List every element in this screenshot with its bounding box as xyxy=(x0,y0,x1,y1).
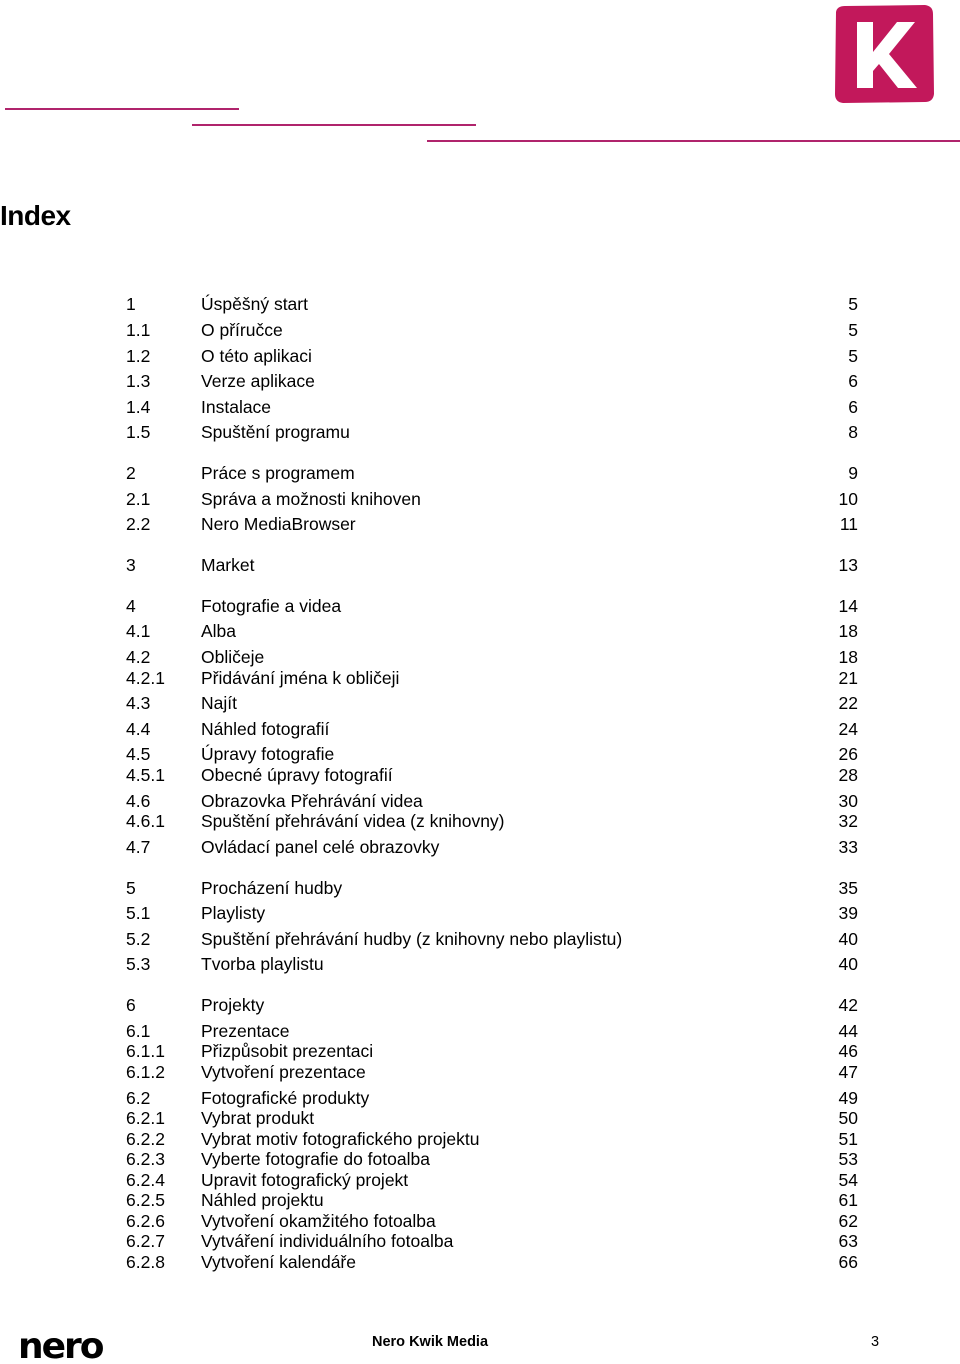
toc-entry[interactable] xyxy=(126,1061,858,1083)
toc-entry[interactable] xyxy=(126,396,858,418)
toc-page: 24 xyxy=(838,719,858,739)
toc-page: 49 xyxy=(838,1088,858,1108)
toc-label: Upravit fotografický projekt xyxy=(201,1170,409,1190)
toc-number: 5.3 xyxy=(126,954,151,974)
toc-entry[interactable] xyxy=(126,462,858,484)
toc-page: 6 xyxy=(848,371,858,391)
toc-page: 42 xyxy=(838,995,858,1015)
toc-page: 6 xyxy=(848,397,858,417)
toc-page: 22 xyxy=(838,693,858,713)
toc-entry[interactable] xyxy=(126,1020,858,1042)
toc-page: 18 xyxy=(838,647,858,667)
toc-label: Vytváření individuálního fotoalba xyxy=(201,1231,454,1251)
toc-number: 4.1 xyxy=(126,621,151,641)
toc-label: Prezentace xyxy=(201,1021,290,1041)
toc-page: 47 xyxy=(838,1062,858,1082)
toc-page: 5 xyxy=(848,346,858,366)
header-rule-3 xyxy=(427,140,960,142)
toc-label: Instalace xyxy=(201,397,272,417)
toc-entry[interactable] xyxy=(126,877,858,899)
toc-number: 5.1 xyxy=(126,903,151,923)
toc-label: Spuštění přehrávání videa (z knihovny) xyxy=(201,811,505,831)
toc-number: 4.5 xyxy=(126,744,151,764)
toc-number: 1 xyxy=(126,294,136,314)
toc-page: 40 xyxy=(838,954,858,974)
toc-entry[interactable] xyxy=(126,1251,858,1273)
toc-number: 4.2 xyxy=(126,647,151,667)
toc-entry[interactable] xyxy=(126,994,858,1016)
toc-page: 21 xyxy=(838,668,858,688)
toc-entry[interactable] xyxy=(126,1169,858,1191)
toc-entry[interactable] xyxy=(126,1210,858,1232)
toc-page: 33 xyxy=(838,837,858,857)
toc-label: Úspěšný start xyxy=(201,294,308,314)
toc-number: 2.1 xyxy=(126,489,151,509)
toc-entry[interactable] xyxy=(126,1148,858,1170)
toc-number: 1.4 xyxy=(126,397,151,417)
toc-entry[interactable] xyxy=(126,620,858,642)
toc-label: Obrazovka Přehrávání videa xyxy=(201,791,423,811)
toc-page: 13 xyxy=(838,555,858,575)
toc-label: Tvorba playlistu xyxy=(201,954,324,974)
toc-entry[interactable] xyxy=(126,953,858,975)
toc-number: 6.2.1 xyxy=(126,1108,165,1128)
toc-entry[interactable] xyxy=(126,1128,858,1150)
toc-entry[interactable] xyxy=(126,743,858,765)
toc-page: 62 xyxy=(838,1211,858,1231)
toc-label: Vytvoření okamžitého fotoalba xyxy=(201,1211,436,1231)
toc-number: 6.2 xyxy=(126,1088,151,1108)
toc-number: 6.2.8 xyxy=(126,1252,165,1272)
toc-page: 40 xyxy=(838,929,858,949)
nero-logo-text: nero xyxy=(18,1329,103,1363)
toc-entry[interactable] xyxy=(126,293,858,315)
toc-label: Alba xyxy=(201,621,237,641)
toc-label: Přizpůsobit prezentaci xyxy=(201,1041,374,1061)
toc-entry[interactable] xyxy=(126,836,858,858)
toc-entry[interactable] xyxy=(126,902,858,924)
toc-number: 6.1.2 xyxy=(126,1062,165,1082)
footer-page-number: 3 xyxy=(871,1334,880,1350)
toc-number: 1.5 xyxy=(126,422,151,442)
toc-entry[interactable] xyxy=(126,692,858,714)
toc-number: 6.2.4 xyxy=(126,1170,165,1190)
toc-page: 35 xyxy=(838,878,858,898)
toc-entry[interactable] xyxy=(126,595,858,617)
toc-label: Vytvoření kalendáře xyxy=(201,1252,356,1272)
toc-label: Spuštění programu xyxy=(201,422,350,442)
toc-number: 2 xyxy=(126,463,136,483)
toc-label: Fotografické produkty xyxy=(201,1088,370,1108)
toc-entry[interactable] xyxy=(126,421,858,443)
toc-label: Vybrat motiv fotografického projektu xyxy=(201,1129,480,1149)
toc-number: 2.2 xyxy=(126,514,151,534)
toc-label: Spuštění přehrávání hudby (z knihovny nebo playlistu) xyxy=(201,929,623,949)
toc-entry[interactable] xyxy=(126,718,858,740)
toc-entry[interactable] xyxy=(126,1107,858,1129)
toc-entry[interactable] xyxy=(126,1230,858,1252)
toc-number: 6.1.1 xyxy=(126,1041,165,1061)
toc-label: Najít xyxy=(201,693,237,713)
toc-label: Fotografie a videa xyxy=(201,596,342,616)
toc-label: Ovládací panel celé obrazovky xyxy=(201,837,440,857)
toc-number: 1.2 xyxy=(126,346,151,366)
nero-logo xyxy=(18,1329,132,1363)
toc-entry[interactable] xyxy=(126,928,858,950)
toc-entry[interactable] xyxy=(126,790,858,812)
header-rule-2 xyxy=(192,124,476,126)
toc-page: 8 xyxy=(848,422,858,442)
toc-label: Úpravy fotografie xyxy=(201,744,335,764)
toc-page: 66 xyxy=(838,1252,858,1272)
toc-number: 6.2.2 xyxy=(126,1129,165,1149)
toc-label: Obličeje xyxy=(201,647,265,667)
toc-page: 14 xyxy=(838,596,858,616)
toc-number: 1.1 xyxy=(126,320,151,340)
toc-number: 6.2.5 xyxy=(126,1190,165,1210)
toc-page: 5 xyxy=(848,320,858,340)
toc-page: 9 xyxy=(848,463,858,483)
toc-entry[interactable] xyxy=(126,1087,858,1109)
toc-label: Verze aplikace xyxy=(201,371,315,391)
toc-page: 18 xyxy=(838,621,858,641)
toc-page: 54 xyxy=(838,1170,858,1190)
page-title: Index xyxy=(0,200,71,231)
toc-page: 63 xyxy=(838,1231,858,1251)
toc-entry[interactable] xyxy=(126,554,858,576)
toc-page: 11 xyxy=(839,514,858,534)
toc-page: 51 xyxy=(838,1129,858,1149)
toc-number: 4.5.1 xyxy=(126,765,165,785)
toc-page: 5 xyxy=(848,294,858,314)
toc-label: Projekty xyxy=(201,995,265,1015)
toc-entry[interactable] xyxy=(126,319,858,341)
toc-number: 6 xyxy=(126,995,136,1015)
toc-number: 6.1 xyxy=(126,1021,151,1041)
toc-entry[interactable] xyxy=(126,764,858,786)
toc-label: Vytvoření prezentace xyxy=(201,1062,366,1082)
toc-page: 50 xyxy=(838,1108,858,1128)
toc-number: 4.4 xyxy=(126,719,151,739)
toc-entry[interactable] xyxy=(126,488,858,510)
toc-entry[interactable] xyxy=(126,345,858,367)
toc-label: Playlisty xyxy=(201,903,266,923)
toc-label: O této aplikaci xyxy=(201,346,312,366)
toc-label: Vybrat produkt xyxy=(201,1108,315,1128)
toc-entry[interactable] xyxy=(126,1189,858,1211)
toc-number: 4.6 xyxy=(126,791,151,811)
header-rule-1 xyxy=(5,108,239,110)
toc-label: Market xyxy=(201,555,255,575)
toc-page: 44 xyxy=(838,1021,858,1041)
toc-page: 61 xyxy=(838,1190,858,1210)
toc-entry[interactable] xyxy=(126,646,858,668)
footer-product-name: Nero Kwik Media xyxy=(372,1334,489,1350)
toc-label: Náhled fotografií xyxy=(201,719,330,739)
toc-page: 46 xyxy=(838,1041,858,1061)
toc-entry[interactable] xyxy=(126,667,858,689)
toc-page: 32 xyxy=(838,811,858,831)
toc-page: 53 xyxy=(838,1149,858,1169)
toc-number: 3 xyxy=(126,555,136,575)
toc-number: 4.7 xyxy=(126,837,151,857)
toc-label: Přidávání jména k obličeji xyxy=(201,668,400,688)
toc-number: 4.6.1 xyxy=(126,811,165,831)
toc-label: Nero MediaBrowser xyxy=(201,514,356,534)
toc-label: Procházení hudby xyxy=(201,878,343,898)
toc-label: Náhled projektu xyxy=(201,1190,324,1210)
toc-entry[interactable] xyxy=(126,370,858,392)
toc-number: 6.2.6 xyxy=(126,1211,165,1231)
toc-page: 39 xyxy=(838,903,858,923)
toc-number: 4 xyxy=(126,596,136,616)
toc-entry[interactable] xyxy=(126,810,858,832)
toc-page: 28 xyxy=(838,765,858,785)
toc-number: 6.2.3 xyxy=(126,1149,165,1169)
toc-number: 4.3 xyxy=(126,693,151,713)
toc-label: O příručce xyxy=(201,320,283,340)
toc-label: Práce s programem xyxy=(201,463,355,483)
toc-number: 6.2.7 xyxy=(126,1231,165,1251)
toc-entry[interactable] xyxy=(126,513,858,535)
toc-page: 30 xyxy=(838,791,858,811)
toc-number: 5.2 xyxy=(126,929,151,949)
toc-number: 4.2.1 xyxy=(126,668,165,688)
toc-page: 26 xyxy=(838,744,858,764)
toc-label: Vyberte fotografie do fotoalba xyxy=(201,1149,430,1169)
toc-number: 1.3 xyxy=(126,371,151,391)
toc-label: Obecné úpravy fotografií xyxy=(201,765,393,785)
toc-entry[interactable] xyxy=(126,1040,858,1062)
toc-page: 10 xyxy=(838,489,858,509)
kwik-k-logo-icon xyxy=(833,4,935,104)
toc-number: 5 xyxy=(126,878,136,898)
toc-label: Správa a možnosti knihoven xyxy=(201,489,421,509)
